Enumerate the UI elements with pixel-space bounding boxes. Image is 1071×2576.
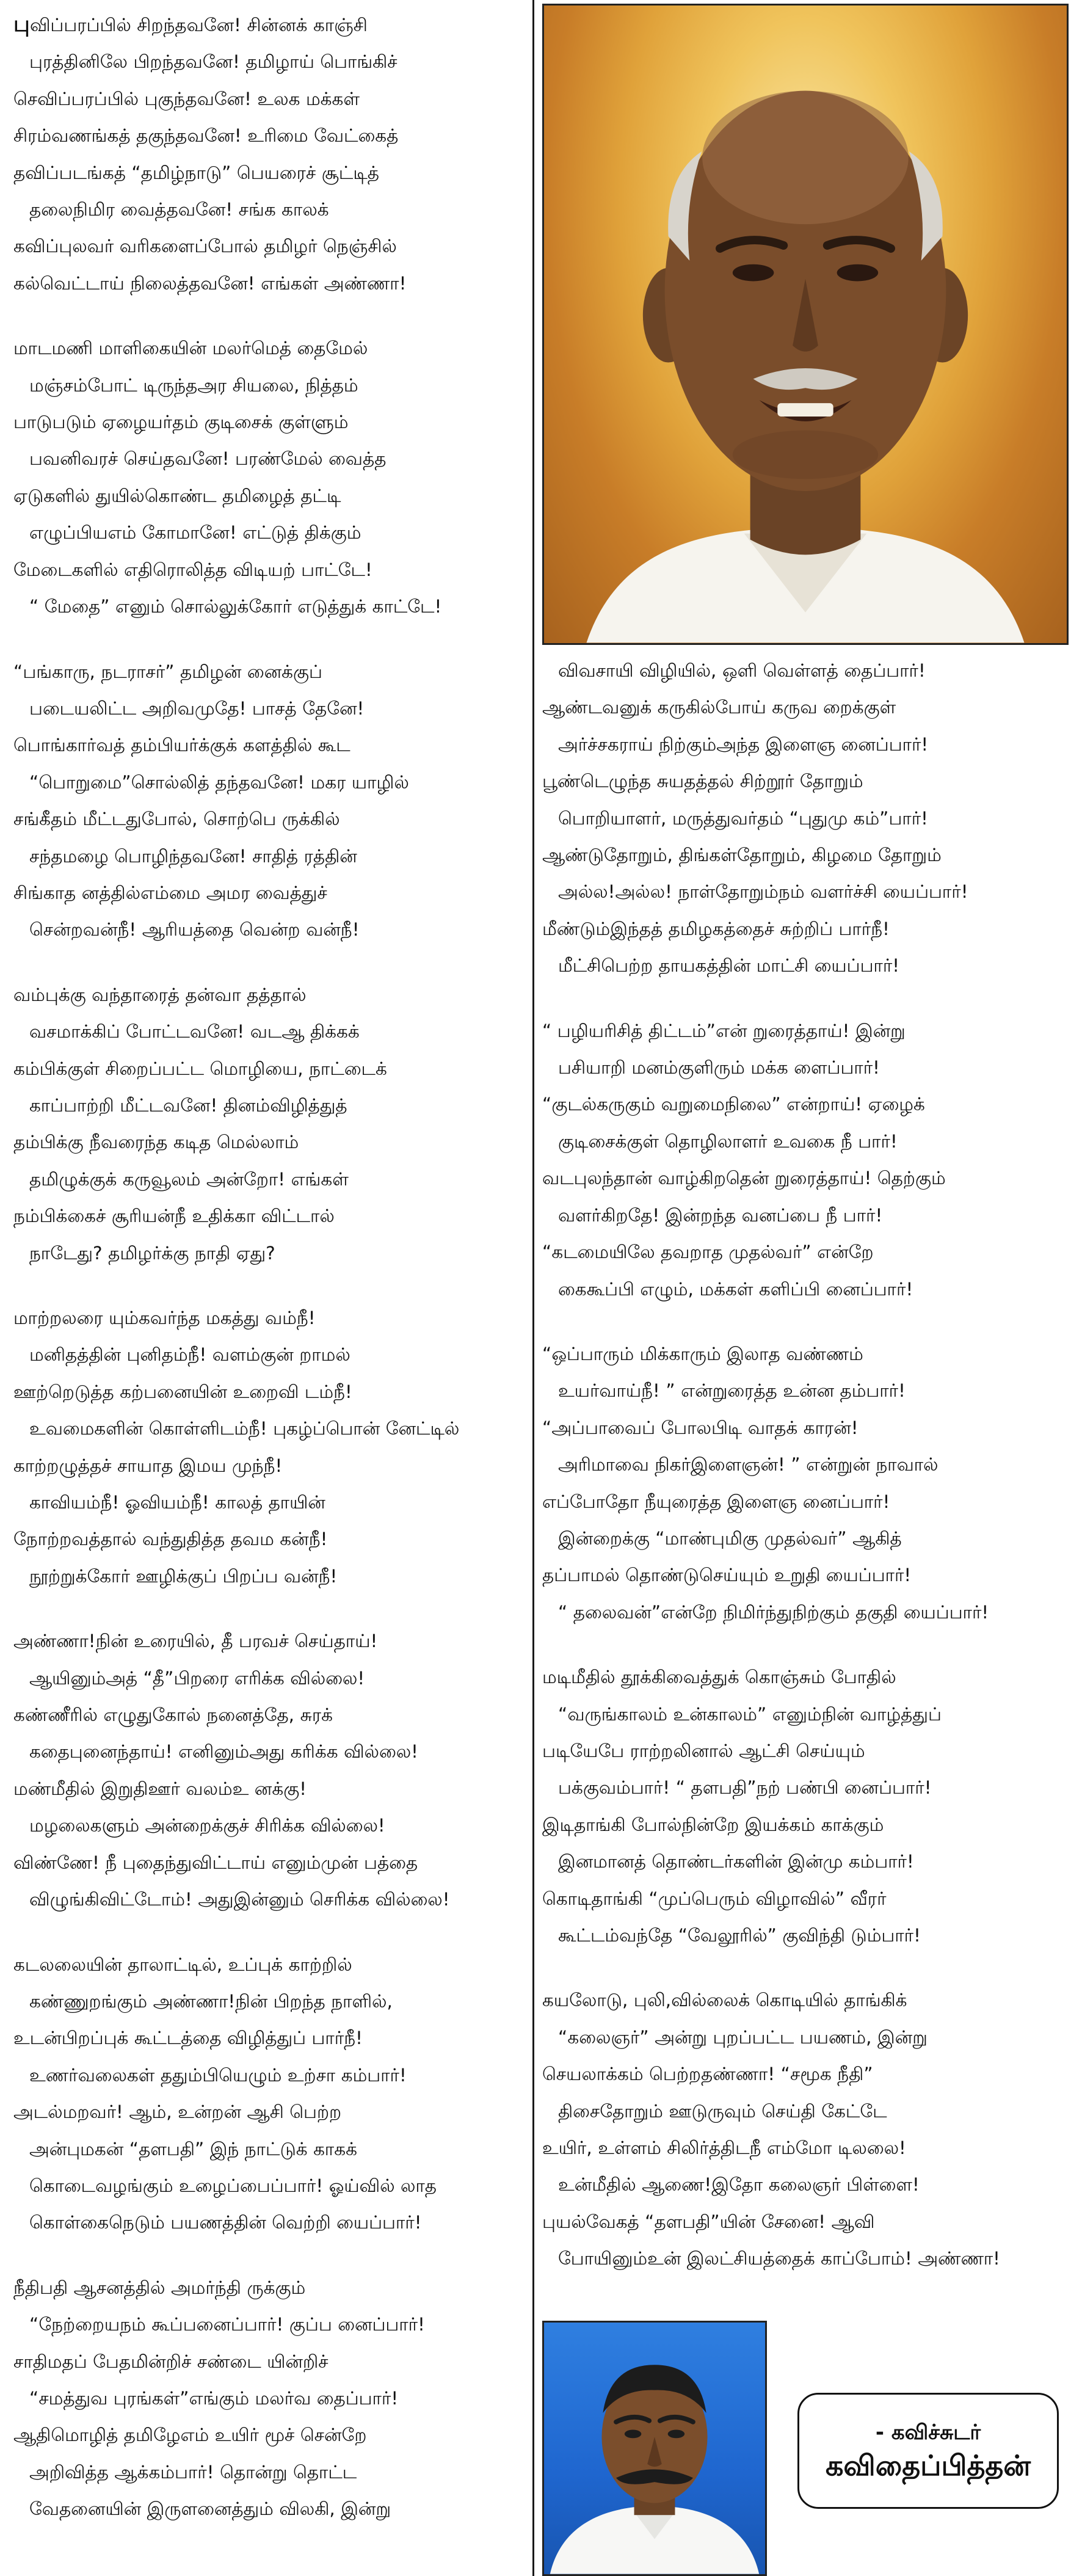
poem-line-text: மீண்டும்இந்தத் தமிழகத்தைச் சுற்றிப் பார்நீ! <box>542 918 890 939</box>
poem-line <box>13 514 526 551</box>
poem-line <box>13 1770 526 1807</box>
poem-line <box>13 1807 526 1844</box>
poem-line <box>13 690 526 727</box>
poem-line-text: புயல்வேகத் “தளபதி”யின் சேனை! ஆவி <box>542 2211 875 2232</box>
poem-right-column <box>542 652 1069 2305</box>
poem-line-text: பவனிவரச் செய்தவனே! பரண்மேல் வைத்த <box>29 448 387 470</box>
poem-line <box>13 1844 526 1881</box>
poem-line-text: எப்போதோ நீயுரைத்த இளைஞ னைப்பார்! <box>542 1491 890 1512</box>
poem-line-text: கம்பிக்குள் சிறைப்பட்ட மொழியை, நாட்டைக் <box>13 1058 387 1079</box>
poem-line-text: நூற்றுக்கோர் ஊழிக்குப் பிறப்ப வன்நீ! <box>29 1565 338 1587</box>
poem-line <box>13 977 526 1013</box>
poem-line <box>13 228 526 264</box>
poem-line <box>13 81 526 117</box>
poem-line <box>542 2130 1069 2166</box>
poem-line-text: அரிமாவை நிகர்இளைஞன்! ” என்றுன் நாவால் <box>558 1454 938 1475</box>
poem-line-text: வேதனையின் இருளனைத்தும் விலகி, இன்று <box>29 2498 391 2520</box>
poem-line <box>13 727 526 763</box>
poem-left-column <box>13 6 526 2571</box>
poem-line-text: உயர்வாய்நீ! ” என்றுரைத்த உன்ன தம்பார்! <box>558 1380 906 1402</box>
poem-line <box>13 1161 526 1198</box>
poem-line-text: அடல்மறவர்! ஆம், உன்றன் ஆசி பெற்ற <box>13 2101 342 2123</box>
poem-line-text: “அப்பாவைப் போலபிடி வாதக் காரன்! <box>542 1417 859 1438</box>
poem-line <box>542 911 1069 947</box>
poem-line-text: ஆண்டுதோறும், திங்கள்தோறும், கிழமை தோறும் <box>542 845 942 866</box>
poem-line <box>13 6 526 43</box>
poem-line <box>542 652 1069 689</box>
poem-line <box>13 2306 526 2343</box>
poem-line-text: கூட்டம்வந்தே “வேலூரில்” குவிந்தி டும்பார்! <box>558 1925 921 1946</box>
poem-line-text: பொறியாளர், மருத்துவர்தம் “புதுமு கம்”பார்! <box>558 807 929 829</box>
stanza <box>13 6 526 302</box>
poem-line <box>542 2166 1069 2203</box>
poem-line-text: திசைதோறும் ஊடுருவும் செய்தி கேட்டே <box>558 2100 887 2122</box>
poem-line-text: ஆயினும்அத் “தீ”பிறரை எரிக்க வில்லை! <box>29 1667 365 1689</box>
poem-line <box>13 551 526 588</box>
poem-line-text: உன்மீதில் ஆணை!இதோ கலைஞர் பிள்ளை! <box>558 2174 920 2196</box>
poem-line <box>13 1558 526 1595</box>
poem-line <box>542 837 1069 873</box>
poem-line <box>13 1050 526 1087</box>
poem-line <box>13 1733 526 1770</box>
poem-line-text: விண்ணே! நீ புதைந்துவிட்டாய் எனும்முன் பத்தை <box>13 1852 418 1873</box>
poem-line-text: நோற்றவத்தால் வந்துதித்த தவம கன்நீ! <box>13 1529 328 1550</box>
poem-line-text: மழலைகளும் அன்றைக்குச் சிரிக்க வில்லை! <box>29 1815 385 1836</box>
poem-line <box>13 2204 526 2241</box>
poem-line <box>542 1372 1069 1409</box>
poem-line <box>13 1447 526 1484</box>
poem-line <box>542 1160 1069 1196</box>
poem-line-text: சிங்காத னத்தில்எம்மை அமர வைத்துச் <box>13 882 327 903</box>
stanza <box>13 1946 526 2241</box>
stanza <box>542 1336 1069 1631</box>
poem-line-text: அல்ல!அல்ல! நாள்தோறும்நம் வளர்ச்சி யைப்பார்! <box>558 881 968 903</box>
poem-line <box>542 763 1069 799</box>
poem-line-text: “ தலைவன்”என்றே நிமிர்ந்துநிற்கும் தகுதி யைப்பார்! <box>558 1601 989 1623</box>
poem-line-text: மஞ்சம்போட் டிருந்தஅர சியலை, நித்தம் <box>29 374 358 396</box>
poem-line-text: கதைபுனைந்தாய்! எனினும்அது கரிக்க வில்லை! <box>29 1741 419 1763</box>
poem-line-text: இன்றைக்கு “மாண்புமிகு முதல்வர்” ஆகித் <box>558 1527 902 1549</box>
poem-line <box>542 1982 1069 2018</box>
poem-line-text: அன்புமகன் “தளபதி” இந் நாட்டுக் காகக் <box>29 2138 358 2159</box>
poem-line-text: இனமானத் தொண்டர்களின் இன்மு கம்பார்! <box>558 1851 914 1872</box>
poem-line-text: நீதிபதி ஆசனத்தில் அமர்ந்தி ருக்கும் <box>13 2277 306 2298</box>
portrait-photo-anna <box>542 4 1069 645</box>
poem-line <box>542 1197 1069 1234</box>
poem-line <box>13 1087 526 1124</box>
poem-line-text: தலைநிமிர வைத்தவனே! சங்க காலக் <box>29 199 329 220</box>
poem-line-text: தப்பாமல் தொண்டுசெய்யும் உறுதி யைப்பார்! <box>542 1565 912 1586</box>
poem-line-text: கடலலையின் தாலாட்டில், உப்புக் காற்றில் <box>13 1954 352 1975</box>
poem-line <box>13 588 526 625</box>
poem-line-text: கவிப்புலவர் வரிகளைப்போல் தமிழர் நெஞ்சில் <box>13 236 397 257</box>
poem-line-text: விப்பரப்பில் சிறந்தவனே! சின்னக் காஞ்சி <box>29 15 368 35</box>
poem-line <box>542 2203 1069 2240</box>
poem-line-text: “பொறுமை”சொல்லித் தந்தவனே! மகர யாழில் <box>29 771 409 793</box>
poem-line-text: குடிசைக்குள் தொழிலாளர் உவகை நீ பார்! <box>558 1130 898 1152</box>
poem-line <box>13 2167 526 2204</box>
poem-line <box>13 2269 526 2306</box>
poem-line <box>13 1697 526 1733</box>
poem-line-text: வசமாக்கிப் போட்டவனே! வடஆ திக்கக் <box>29 1021 360 1042</box>
poem-line-text: கைகூப்பி எழும், மக்கள் களிப்பி னைப்பார்! <box>558 1278 913 1300</box>
poem-line-text: நம்பிக்கைச் சூரியன்நீ உதிக்கா விட்டால் <box>13 1206 335 1227</box>
poem-line <box>13 2094 526 2130</box>
poem-line <box>542 1733 1069 1769</box>
poem-line <box>542 2019 1069 2056</box>
stanza <box>13 2269 526 2528</box>
poem-line-text: பூண்டெழுந்த சுயதத்தல் சிற்றூர் தோறும் <box>542 771 863 792</box>
poem-line-text: “வருங்காலம் உன்காலம்” எனும்நின் வாழ்த்துப் <box>558 1703 942 1725</box>
poem-line <box>542 1446 1069 1483</box>
poem-line-text: உவமைகளின் கொள்ளிடம்நீ! புகழ்ப்பொன் னேட்டில் <box>29 1418 460 1439</box>
poem-line-text: “கலைஞர்” அன்று புறப்பட்ட பயணம், இன்று <box>558 2026 928 2048</box>
poem-line <box>542 689 1069 726</box>
stanza <box>542 1982 1069 2277</box>
poem-line <box>13 440 526 477</box>
poem-line <box>13 1660 526 1697</box>
poem-line-text: வம்புக்கு வந்தாரைத் தன்வா தத்தால் <box>13 984 307 1005</box>
poem-line-text: கண்ணீரில் எழுதுகோல் நனைத்தே, சுரக் <box>13 1705 333 1726</box>
poem-line-text: சிரம்வணங்கத் தகுந்தவனே! உரிமை வேட்கைத் <box>13 125 399 147</box>
stanza <box>13 330 526 625</box>
poem-line <box>13 330 526 366</box>
right-column <box>542 0 1069 2576</box>
poem-line <box>542 1234 1069 1270</box>
poet-illustration <box>544 2323 765 2574</box>
poem-line <box>13 911 526 948</box>
poem-line-text: சங்கீதம் மீட்டதுபோல், சொற்பெ ருக்கில் <box>13 809 340 830</box>
poem-line-text: வடபுலந்தான் வாழ்கிறதென் றுரைத்தாய்! தெற்கும் <box>542 1168 946 1189</box>
poem-line <box>542 726 1069 763</box>
poet-photo <box>542 2321 767 2576</box>
poem-line-text: படையலிட்ட அறிவமுதே! பாசத் தேனே! <box>29 697 365 719</box>
drop-cap: பு <box>13 12 30 37</box>
poem-line <box>13 265 526 302</box>
stanza <box>13 653 526 948</box>
poem-line-text: கல்வெட்டாய் நிலைத்தவனே! எங்கள் அண்ணா! <box>13 272 407 294</box>
poem-line <box>13 478 526 514</box>
poem-line <box>542 947 1069 984</box>
poem-line-text: சாதிமதப் பேதமின்றிச் சண்டை யின்றிச் <box>13 2351 329 2372</box>
poem-line-text: காப்பாற்றி மீட்டவனே! தினம்விழித்துத் <box>29 1094 347 1116</box>
poem-line <box>13 2490 526 2527</box>
poem-line <box>13 1013 526 1050</box>
poem-line-text: கயலோடு, புலி,வில்லைக் கொடியில் தாங்கிக் <box>542 1990 907 2011</box>
poem-line-text: புரத்தினிலே பிறந்தவனே! தமிழாய் பொங்கிச் <box>29 51 398 73</box>
poem-line-text: காவியம்நீ! ஓவியம்நீ! காலத் தாயின் <box>29 1492 325 1513</box>
poem-line <box>13 2057 526 2094</box>
poem-line <box>13 1336 526 1373</box>
poem-line <box>542 2240 1069 2277</box>
poem-line-text: சென்றவன்நீ! ஆரியத்தை வென்ற வன்நீ! <box>29 919 360 941</box>
poem-line <box>13 1881 526 1918</box>
poem-line <box>13 2131 526 2167</box>
poem-line-text: மேடைகளில் எதிரொலித்த விடியற் பாட்டே! <box>13 559 372 580</box>
stanza <box>542 1013 1069 1308</box>
poem-line-text: மண்மீதில் இறுதிஊர் வலம்உ னக்கு! <box>13 1778 307 1799</box>
poem-line <box>13 1198 526 1234</box>
poet-name: கவிதைப்பித்தன் <box>826 2449 1031 2482</box>
poem-line <box>13 1410 526 1447</box>
poem-line <box>13 155 526 191</box>
poem-line <box>13 1124 526 1160</box>
stanza <box>542 652 1069 984</box>
poem-line-text: ஏடுகளில் துயில்கொண்ட தமிழைத் தட்டி <box>13 485 341 506</box>
poem-line <box>13 875 526 911</box>
poem-line <box>13 367 526 404</box>
poem-line <box>542 1410 1069 1446</box>
poem-line-text: “கடமையிலே தவறாத முதல்வர்” என்றே <box>542 1242 874 1263</box>
stanza <box>13 1623 526 1918</box>
poem-line <box>13 1623 526 1659</box>
poem-line-text: உயிர், உள்ளம் சிலிர்த்திடநீ எம்மோ டிலலை! <box>542 2138 906 2159</box>
poem-line <box>542 1806 1069 1843</box>
poem-line <box>542 1049 1069 1086</box>
poem-line <box>13 2020 526 2056</box>
poem-line-text: கொடைவழங்கும் உழைப்பைப்பார்! ஓய்வில் லாத <box>29 2175 437 2196</box>
poem-line-text: அண்ணா!நின் உரையில், தீ பரவச் செய்தாய்! <box>13 1631 378 1652</box>
poem-line-text: எழுப்பியஎம் கோமானே! எட்டுத் திக்கும் <box>29 522 361 544</box>
poem-line <box>13 1946 526 1983</box>
poem-line <box>13 117 526 154</box>
poem-line-text: கொள்கைநெடும் பயணத்தின் வெற்றி யைப்பார்! <box>29 2212 422 2233</box>
poem-line-text: மாடமணி மாளிகையின் மலர்மெத் தைமேல் <box>13 338 368 359</box>
poem-line <box>13 1300 526 1336</box>
poem-line-text: கொடிதாங்கி “முப்பெரும் விழாவில்” வீரர் <box>542 1888 887 1909</box>
poem-line <box>13 1983 526 2020</box>
poem-line <box>542 800 1069 837</box>
poem-line-text: கண்ணுறங்கும் அண்ணா!நின் பிறந்த நாளில், <box>29 1990 393 2012</box>
poem-line <box>13 1235 526 1272</box>
stanza <box>13 1300 526 1595</box>
poem-line <box>542 1917 1069 1954</box>
poem-line-text: பக்குவம்பார்! “ தளபதி”நற் பண்பி னைப்பார்! <box>558 1777 932 1799</box>
poem-line <box>542 2093 1069 2130</box>
poem-line <box>542 1271 1069 1308</box>
poem-line <box>13 653 526 690</box>
poem-line <box>542 1123 1069 1160</box>
poem-line-text: உணர்வலைகள் ததும்பியெழும் உற்சா கம்பார்! <box>29 2064 407 2086</box>
poem-line <box>13 1484 526 1521</box>
poem-line-text: செயலாக்கம் பெற்றதண்ணா! “சமூக நீதி” <box>542 2064 873 2085</box>
poem-line-text: பசியாறி மனம்குளிரும் மக்க ளைப்பார்! <box>558 1057 880 1079</box>
poem-line-text: மடிமீதில் தூக்கிவைத்துக் கொஞ்சும் போதில் <box>542 1667 896 1688</box>
poem-line-text: விவசாயி விழியில், ஒளி வெள்ளத் தைப்பார்! <box>558 660 926 681</box>
poem-line <box>13 1374 526 1410</box>
poem-line <box>542 1769 1069 1806</box>
poet-signature-card <box>797 2393 1059 2509</box>
poem-line <box>542 1843 1069 1880</box>
poem-line-text: பாடுபடும் ஏழையர்தம் குடிசைக் குள்ளும் <box>13 412 349 433</box>
poem-line <box>13 43 526 80</box>
poem-line-text: ஆதிமொழித் தமிழேஎம் உயிர் மூச் சென்றே <box>13 2425 367 2446</box>
poem-line <box>542 1557 1069 1593</box>
poem-line-text: விழுங்கிவிட்டோம்! அதுஇன்னும் செரிக்க வில்லை! <box>29 1889 450 1910</box>
poet-title: - கவிச்சுடர் <box>875 2420 981 2445</box>
poem-line-text: “ மேதை” எனும் சொல்லுக்கோர் எடுத்துக் காட்டே! <box>29 596 442 617</box>
poem-line <box>542 1483 1069 1520</box>
poem-line-text: மனிதத்தின் புனிதம்நீ! வளம்குன் றாமல் <box>29 1344 350 1366</box>
portrait-illustration <box>544 5 1067 643</box>
stanza <box>542 1659 1069 1954</box>
poem-line <box>13 1521 526 1557</box>
poem-line-text: தம்பிக்கு நீவரைந்த கடித மெல்லாம் <box>13 1132 299 1153</box>
poem-line-text: “சமத்துவ புரங்கள்”எங்கும் மலர்வ தைப்பார்! <box>29 2387 399 2409</box>
poem-line <box>542 1659 1069 1695</box>
poem-line-text: “குடல்கருகும் வறுமைநிலை” என்றாய்! ஏழைக் <box>542 1094 925 1115</box>
poem-line <box>13 764 526 801</box>
poem-line-text: “நேற்றையநம் கூப்பனைப்பார்! குப்ப னைப்பார்! <box>29 2314 426 2335</box>
poem-line <box>13 2454 526 2490</box>
poem-line <box>13 2417 526 2453</box>
poem-line <box>542 1086 1069 1122</box>
poem-line <box>542 1336 1069 1372</box>
poem-line-text: அர்ச்சகராய் நிற்கும்அந்த இளைஞ னைப்பார்! <box>558 733 929 755</box>
poem-line <box>542 873 1069 910</box>
poem-line-text: உடன்பிறப்புக் கூட்டத்தை விழித்துப் பார்நீ! <box>13 2028 363 2049</box>
poem-line-text: படியேபே ராற்றலினால் ஆட்சி செய்யும் <box>542 1740 865 1761</box>
poem-line <box>13 838 526 875</box>
poem-line <box>542 1696 1069 1733</box>
poem-line-text: பொங்கார்வத் தம்பியர்க்குக் களத்தில் கூட <box>13 735 350 756</box>
poem-line-text: மாற்றலரை யும்கவர்ந்த மகத்து வம்நீ! <box>13 1308 316 1328</box>
poem-line <box>542 2056 1069 2092</box>
poem-line-text: போயினும்உன் இலட்சியத்தைக் காப்போம்! அண்ணா! <box>558 2248 1001 2269</box>
column-divider <box>532 0 534 2576</box>
poem-line <box>542 1594 1069 1631</box>
poem-line-text: இடிதாங்கி போல்நின்றே இயக்கம் காக்கும் <box>542 1814 884 1835</box>
poem-line-text: செவிப்பரப்பில் புகுந்தவனே! உலக மக்கள் <box>13 88 360 109</box>
poem-line-text: தவிப்படங்கத் “தமிழ்நாடு” பெயரைச் சூட்டித் <box>13 162 380 183</box>
poem-line-text: சந்தமழை பொழிந்தவனே! சாதித் ரத்தின் <box>29 845 357 867</box>
poem-line <box>542 1880 1069 1917</box>
poem-line-text: மீட்சிபெற்ற தாயகத்தின் மாட்சி யைப்பார்! <box>558 955 900 977</box>
poem-line-text: தமிழுக்குக் கருவூலம் அன்றோ! எங்கள் <box>29 1168 349 1190</box>
poem-line <box>542 1520 1069 1557</box>
poem-line <box>13 404 526 440</box>
poem-line <box>13 2343 526 2380</box>
poem-line <box>13 2380 526 2417</box>
poem-line-text: ஊற்றெடுத்த கற்பனையின் உறைவி டம்நீ! <box>13 1381 352 1402</box>
stanza <box>13 977 526 1272</box>
poem-line-text: காற்றழுத்தச் சாயாத இமய முந்நீ! <box>13 1455 283 1476</box>
poem-line-text: “ பழியரிசித் திட்டம்”என் றுரைத்தாய்! இன்று <box>542 1020 906 1041</box>
poem-line-text: நாடேது? தமிழர்க்கு நாதி ஏது? <box>29 1242 275 1264</box>
poem-line-text: “பங்காரு, நடராசர்” தமிழன் னைக்குப் <box>13 661 322 682</box>
poem-line <box>542 1013 1069 1049</box>
poem-line <box>13 191 526 228</box>
poem-line-text: அறிவித்த ஆக்கம்பார்! தொன்று தொட்ட <box>29 2461 357 2483</box>
poem-line-text: “ஒப்பாரும் மிக்காரும் இலாத வண்ணம் <box>542 1343 863 1364</box>
poem-line-text: வளர்கிறதே! இன்றந்த வனப்பை நீ பார்! <box>558 1204 883 1226</box>
poem-line <box>13 801 526 837</box>
poem-line-text: ஆண்டவனுக் கருகில்போய் கருவ றைக்குள் <box>542 697 896 718</box>
